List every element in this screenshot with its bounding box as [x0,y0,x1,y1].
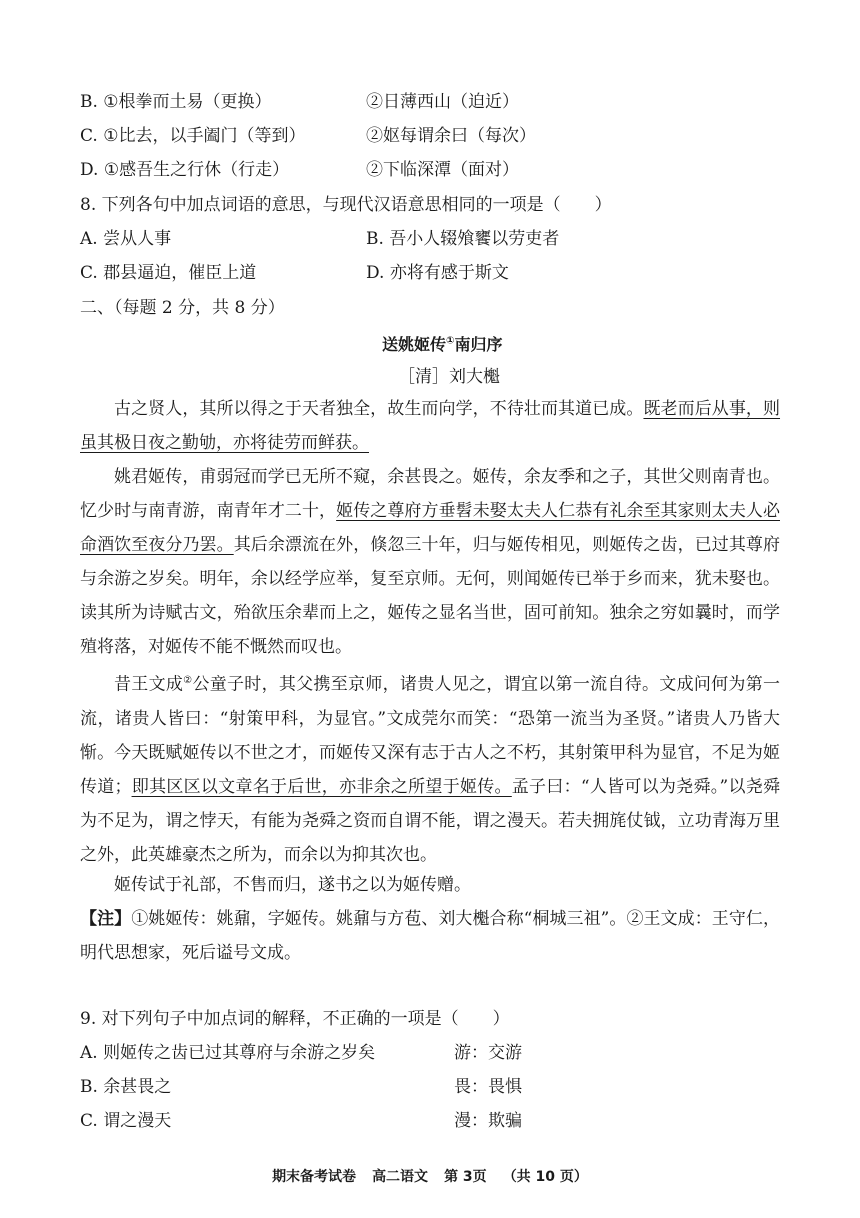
passage-title-main: 送姚姬传 [382,335,447,354]
footer-page: 第 3页 [444,1169,487,1185]
q7-option-c-1: C. ①比去，以手阖门（等到） [80,126,306,146]
q9-option-b-meaning: 畏：畏惧 [454,1077,522,1097]
q7-option-c-2: ②妪每谓余曰（每次） [366,126,536,146]
footer-total: （共 10 页） [502,1169,588,1185]
paragraph-4-text: 姬传试于礼部，不售而归，遂书之以为姬传赠。 [114,875,471,895]
passage-author: ［清］刘大櫆 [398,367,500,387]
passage-title [382,332,503,355]
footer-subject: 高二语文 [372,1169,429,1185]
paragraph-2-underlined: 姬传之尊府方垂髫未娶太夫人仁恭有礼余至其家则太夫人必命酒饮至夜分乃罢。 [80,501,780,555]
paragraph-2-text-b: 其后余漂流在外，倏忽三十年，归与姬传相见，则姬传之齿，已过其尊府与余游之岁矣。明年，余以经学应举，复至京师。无何，则闻姬传已举于乡而来，犹未娶也。读其所为诗赋古文，殆欲压余辈而上之，姬传之显名当世，固可前知。独余之穷如曩时，而学殖将落，对姬传不能不慨然而叹也。 [80,535,781,657]
q9-option-b: B. 余甚畏之 [80,1077,172,1097]
q7-option-d-2: ②下临深潭（面对） [366,160,519,180]
paragraph-1 [80,392,780,460]
footnote-mark-2: ② [183,675,193,686]
paragraph-3-underlined: 即其区区以文章名于后世，亦非余之所望于姬传。 [131,776,512,797]
q9-option-c-meaning: 漫：欺骗 [454,1111,522,1131]
q8-option-b: B. 吾小人辍飧饔以劳吏者 [366,229,560,249]
q7-option-b-2: ②日薄西山（迫近） [366,92,519,112]
q9-option-c: C. 谓之漫天 [80,1111,172,1131]
q9-option-a: A. 则姬传之齿已过其尊府与余游之岁矣 [80,1043,376,1063]
q8-option-d: D. 亦将有感于斯文 [366,263,509,283]
paragraph-3-text-b: 公童子时，其父携至京师，诸贵人见之，谓宜以第一流自待。文成问何为第一流，诸贵人皆曰：“射策甲科，为显官。”文成莞尔而笑：“恐第一流当为圣贤。”诸贵人乃皆大惭。今天既赋姬传以不世之才，而姬传又深有志于古人之不朽，其射策甲科为显官，不足为姬传道； [80,674,781,797]
footnote-block [80,902,780,970]
q8-option-c: C. 郡县逼迫，催臣上道 [80,263,257,283]
title-footnote-mark: ① [446,335,455,347]
q9-stem: 9. 对下列句子中加点词的解释，不正确的一项是（ ） [80,1009,510,1029]
page-footer [0,1166,860,1186]
footer-exam: 期末备考试卷 [272,1169,357,1185]
q7-option-b-1: B. ①根拳而土易（更换） [80,92,272,112]
paragraph-2-text-a: 姚君姬传，甫弱冠而学已无所不窥，余甚畏之。姬传，余友季和之子，其世父则南青也。忆少时与南青游，南青年才二十， [80,467,780,521]
paragraph-1-text: 古之贤人，其所以得之于天者独全，故生而向学，不待壮而其道已成。 [114,399,644,419]
passage-title-tail: 南归序 [454,335,503,354]
section-heading: 二、（每题 2 分，共 8 分） [80,298,285,318]
q7-option-d-1: D. ①感吾生之行休（行走） [80,160,290,180]
note-label: 【注】 [80,909,132,929]
paragraph-3-text-a: 昔王文成 [114,674,184,695]
paragraph-2 [80,460,780,664]
q8-option-a: A. 尝从人事 [80,229,172,249]
paragraph-1-underlined: 既老而后从事，则虽其极日夜之勤劬，亦将徒劳而鲜获。 [80,399,781,453]
q9-option-a-meaning: 游：交游 [454,1043,522,1063]
paragraph-3-text-c: 孟子曰：“人皆可以为尧舜。”以尧舜为不足为，谓之悖天，有能为尧舜之资而自谓不能，谓之漫天。若夫拥旄仗钺，立功青海万里之外，此英雄豪杰之所为，而余以为抑其次也。 [80,776,780,865]
paragraph-4 [80,868,780,902]
note-text: ①姚姬传：姚鼐，字姬传。姚鼐与方苞、刘大櫆合称“桐城三祖”。②王文成：王守仁，明代思想家，死后谥号文成。 [80,909,781,963]
paragraph-3 [80,664,780,872]
q8-stem: 8. 下列各句中加点词语的意思，与现代汉语意思相同的一项是（ ） [80,195,612,215]
